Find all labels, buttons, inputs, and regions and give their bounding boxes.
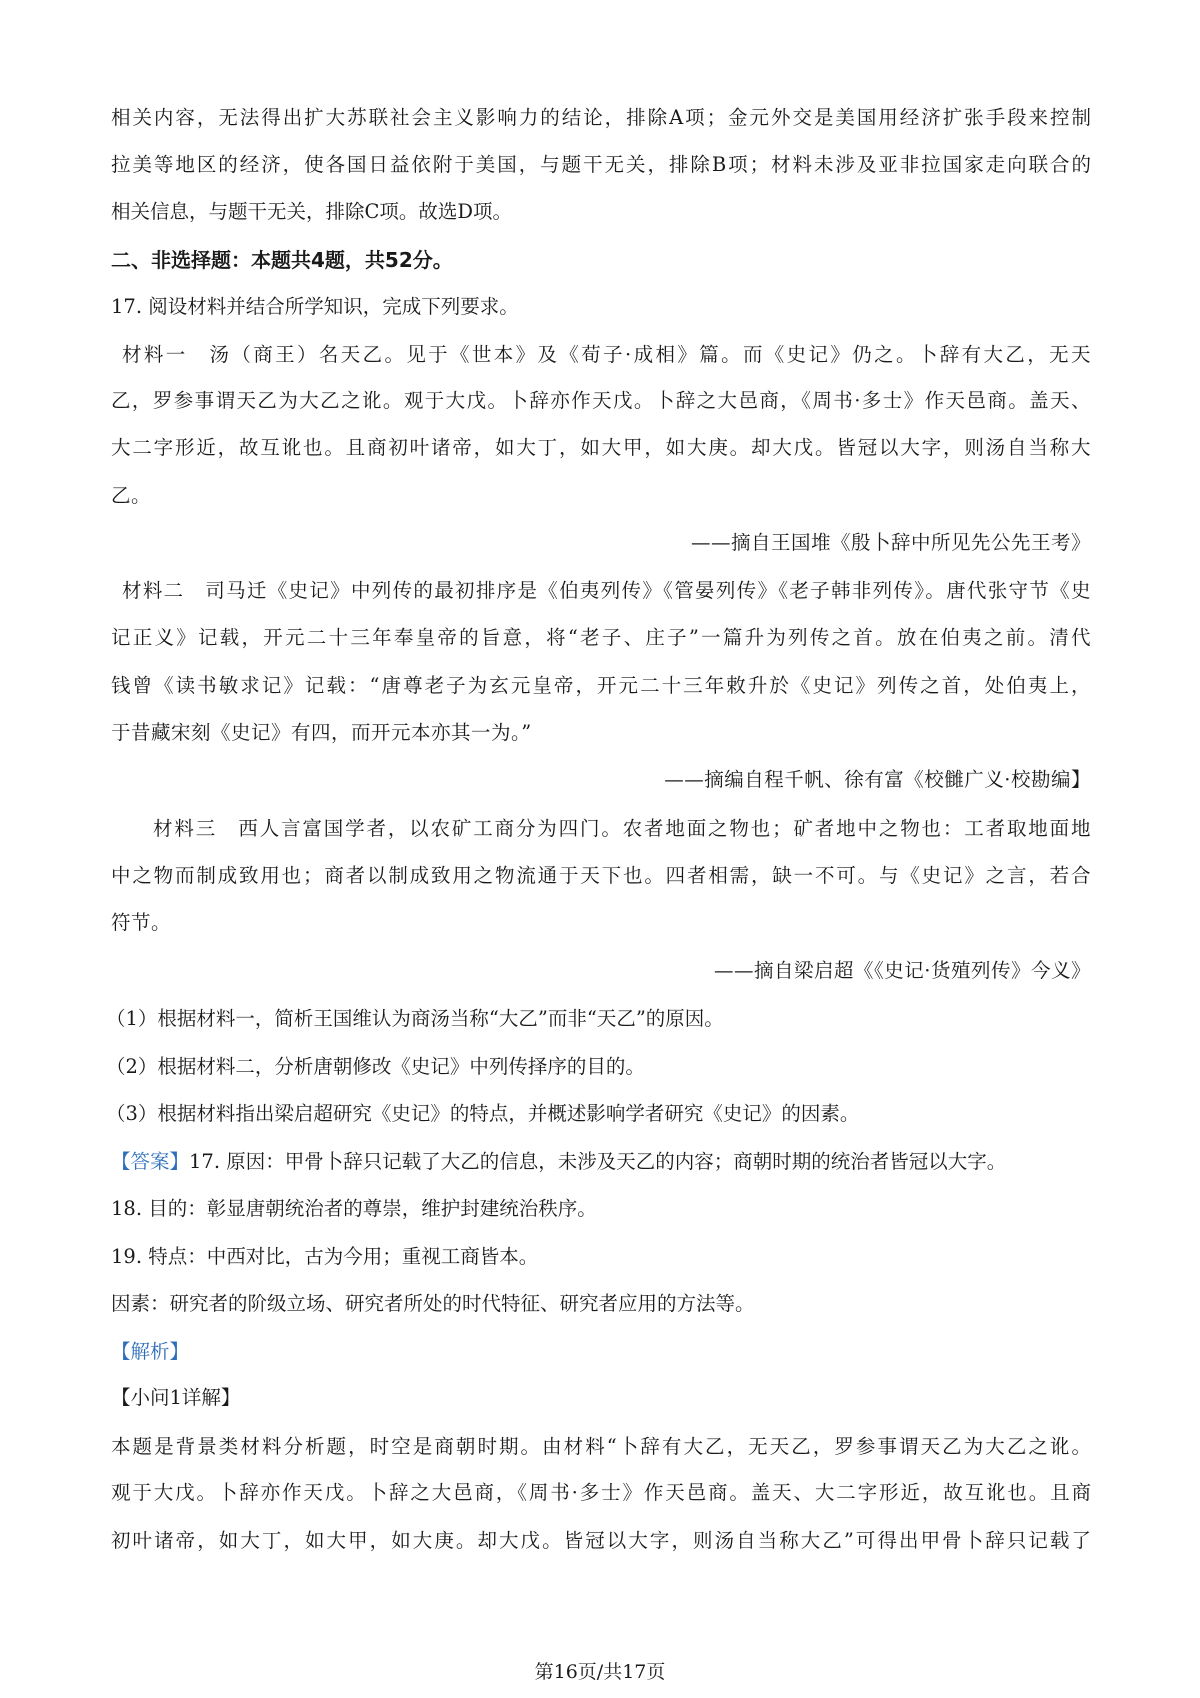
material-three-source: ——摘自梁启超《《史记·货殖列传》今义》 (714, 959, 1091, 982)
sub-question-2: （2）根据材料二，分析唐朝修改《史记》中列传择序的目的。 (106, 1055, 645, 1078)
material-one-line: 材料一 汤（商王）名天乙。见于《世本》及《荀子·成相》篇。而《史记》仍之。卜辞有大乙，无天 (122, 343, 1091, 366)
material-three-line: 材料三 西人言富国学者，以农矿工商分为四门。农者地面之物也；矿者地中之物也：工者取地面地 (153, 817, 1091, 840)
sub-question-3: （3）根据材料指出梁启超研究《史记》的特点，并概述影响学者研究《史记》的因素。 (106, 1102, 860, 1125)
answer-tag: 【答案】 (111, 1150, 190, 1173)
answer-line: 19. 特点：中西对比，古为今用；重视工商皆本。 (111, 1245, 539, 1268)
material-one-line: 乙，罗参事谓天乙为大乙之讹。观于大戊。卜辞亦作天戊。卜辞之大邑商，《周书·多士》作天邑商。盖天、 (111, 389, 1091, 412)
material-two-line: 材料二 司马迁《史记》中列传的最初排序是《伯夷列传》《管晏列传》《老子韩非列传》。唐代张守节《史 (122, 579, 1091, 602)
answer-line (111, 1147, 1091, 1177)
material-three-line: 中之物而制成致用也；商者以制成致用之物流通于天下也。四者相需，缺一不可。与《史记》之言，若合 (111, 864, 1091, 887)
paragraph-line: 相关内容，无法得出扩大苏联社会主义影响力的结论，排除A项；金元外交是美国用经济扩张手段来控制 (111, 106, 1091, 129)
analysis-tag: 【解析】 (111, 1340, 190, 1363)
material-three-line: 符节。 (111, 911, 172, 934)
paragraph-line: 相关信息，与题干无关，排除C项。故选D项。 (111, 200, 513, 223)
material-one-source: ——摘自王国堆《殷卜辞中所见先公先王考》 (690, 531, 1091, 554)
material-two-line: 钱曾《读书敏求记》记载：“唐尊老子为玄元皇帝，开元二十三年敕升於《史记》列传之首，处伯夷上， (111, 674, 1091, 697)
question-stem: 17. 阅设材料并结合所学知识，完成下列要求。 (111, 295, 519, 318)
paragraph-line: 拉美等地区的经济，使各国日益依附于美国，与题干无关，排除B项；材料未涉及亚非拉国家走向联合的 (111, 153, 1091, 176)
answer-line: 因素：研究者的阶级立场、研究者所处的时代特征、研究者应用的方法等。 (111, 1292, 755, 1315)
material-two-source: ——摘编自程千帆、徐有富《校雠广义·校勘编】 (664, 768, 1091, 791)
analysis-line: 本题是背景类材料分析题，时空是商朝时期。由材料“卜辞有大乙，无天乙，罗参事谓天乙为大乙之讹。 (111, 1435, 1091, 1458)
material-two-line: 于昔藏宋刻《史记》有四，而开元本亦其一为。” (111, 721, 532, 744)
material-two-line: 记正义》记载，开元二十三年奉皇帝的旨意，将“老子、庄子”一篇升为列传之首。放在伯夷之前。清代 (111, 626, 1091, 649)
analysis-subheading: 【小问1详解】 (111, 1386, 241, 1409)
sub-question-1: （1）根据材料一，简析王国维认为商汤当称“大乙”而非“天乙”的原因。 (106, 1007, 724, 1030)
analysis-line: 初叶诸帝，如大丁，如大甲，如大庚。却大戊。皆冠以大字，则汤自当称大乙”可得出甲骨卜辞只记载了 (111, 1529, 1091, 1552)
section-heading: 二、非选择题：本题共4题，共52分。 (111, 248, 453, 272)
page-footer: 第16页/共17页 (534, 1661, 666, 1683)
answer-text: 17. 原因：甲骨卜辞只记载了大乙的信息，未涉及天乙的内容；商朝时期的统治者皆冠以大字。 (189, 1150, 1007, 1173)
analysis-line: 观于大戊。卜辞亦作天戊。卜辞之大邑商，《周书·多士》作天邑商。盖天、大二字形近，故互讹也。且商 (111, 1481, 1091, 1504)
material-one-line: 大二字形近，故互讹也。且商初叶诸帝，如大丁，如大甲，如大庚。却大戊。皆冠以大字，则汤自当称大 (111, 436, 1091, 459)
material-one-line: 乙。 (111, 484, 152, 507)
answer-line: 18. 目的：彰显唐朝统治者的尊崇，维护封建统治秩序。 (111, 1197, 597, 1220)
